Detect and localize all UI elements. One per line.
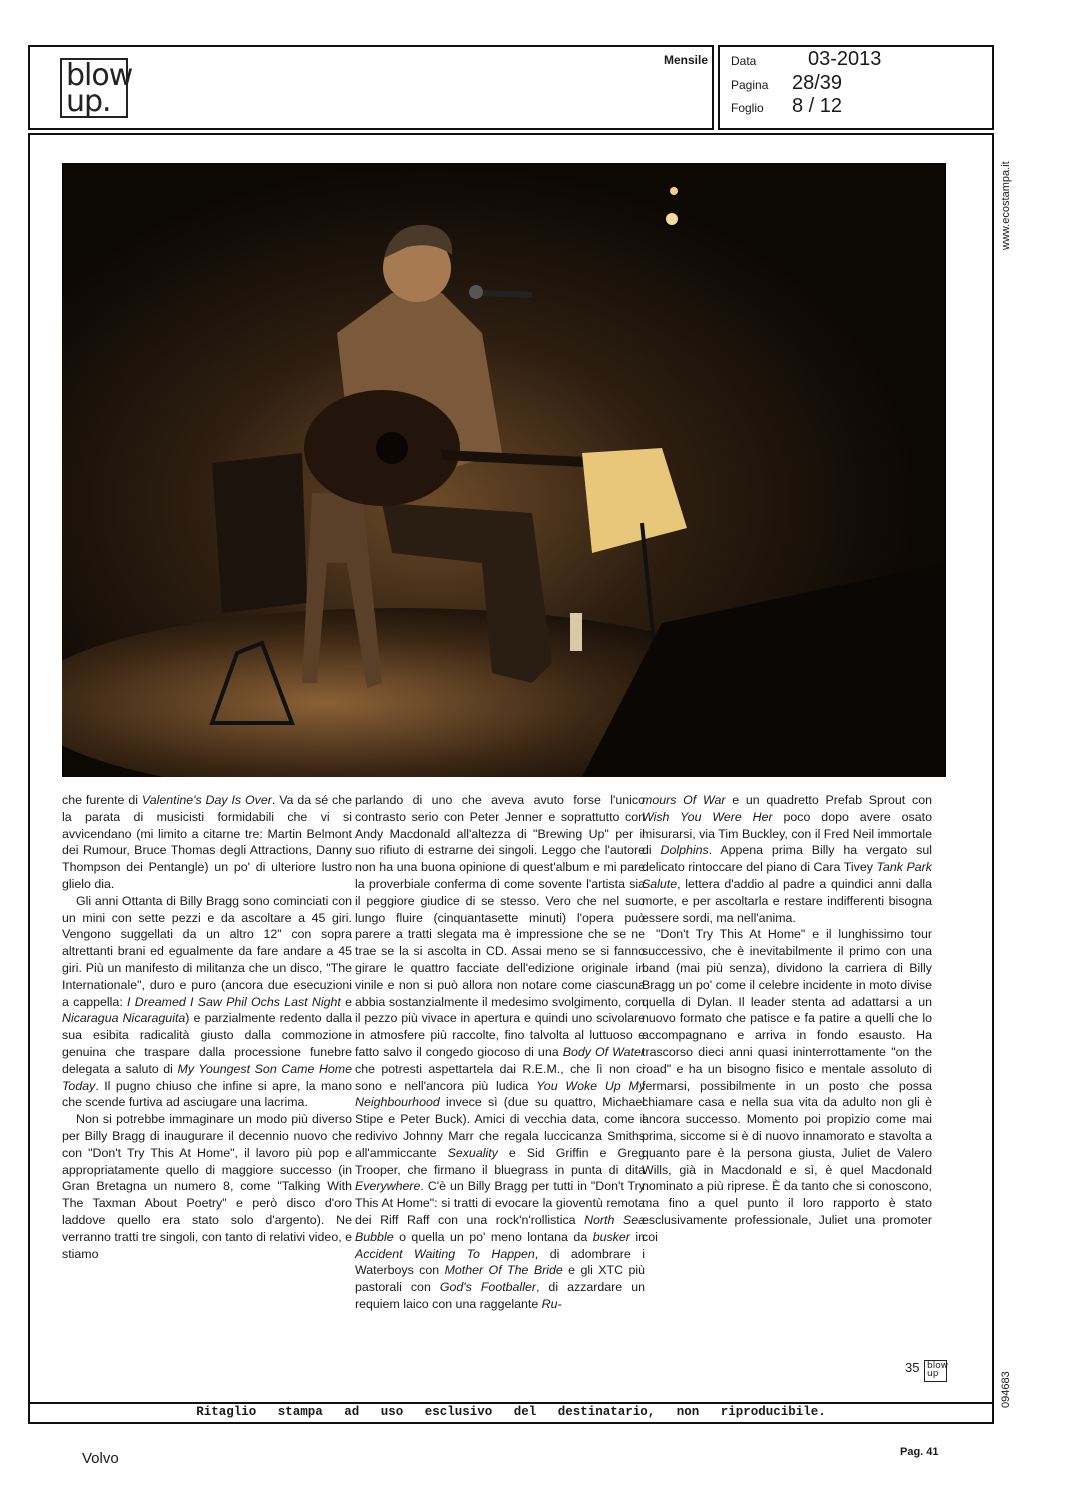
logo-text-line2: up. xyxy=(66,83,111,119)
italic-title: My Youngest Son Came Home Today xyxy=(62,1061,352,1093)
italic-title: Dolphins xyxy=(660,843,709,858)
water-bottle xyxy=(570,613,582,651)
italic-title: Everywhere xyxy=(355,1179,421,1194)
logo-text-line1: blow xyxy=(66,58,133,93)
pagina-value: 28/39 xyxy=(792,72,843,94)
background-lamp-icon xyxy=(670,187,678,195)
foglio-label: Foglio xyxy=(731,101,764,115)
italic-title: You Woke Up My Neighbourhood xyxy=(355,1078,646,1110)
italic-title: Nicaragua Nicaraguita xyxy=(62,1011,186,1026)
client-name: Volvo xyxy=(82,1450,119,1467)
article-paragraph: parlando di uno che aveva avuto forse l'unico contrasto serio con Peter Jenner e soprattutto con Andy Macdonald all'altezza di "Brewing Up" per il suo rifiuto di estrarne dei singoli. Leggo che l'autore non ha una buona opinione di quest'album e mi pare la proverbiale conferma di come sovente l'artista sia il peggiore giudice di se stesso. Vero che nel suo lungo fluire (cinquantasette minuti) l'opera può parere a tratti slegata ma è impressione che se ne trae se la si ascolta in CD. Assai meno se si fanno girare le quattro facciate dell'edizione originale in vinile e non si può allora non notare come ciascuna abbia sostanzialmente il medesimo svolgimento, con il pezzo più vivace in apertura e quindi uno scivolare in atmosfere più raccolte, fino talvolta al luttuoso e fatto salvo il congedo giocoso di una Body Of Water che potresti aspettartela dai R.E.M., che lì non ci sono e nell'ancora più ludica You Woke Up My Neighbourhood invece sì (due su quattro, Michael Stipe e Peter Buck). Amici di vecchia data, come il redivivo Johnny Marr che regala luccicanza Smiths all'ammiccante Sexuality e Sid Griffin e Greg Trooper, che firmano il bluegrass in punta di dita Everywhere. C'è un Billy Bragg per tutti in "Don't Try This At Home": si tratti di evocare la gioventù remota dei Riff Raff con una rock'n'rollistica North Sea Bubble o quella un po' meno lontana da busker in Accident Waiting To Happen, di adombrare i Waterboys con Mother Of The Bride e gli XTC più pastorali con God's Footballer, di azzardare un requiem laico con una raggelante Ru- xyxy=(355,793,646,1311)
page-number: 35 xyxy=(905,1360,920,1375)
italic-title: North Sea Bubble xyxy=(355,1212,645,1244)
italic-title: Sexuality xyxy=(447,1145,498,1160)
frequency-label: Mensile xyxy=(664,53,709,67)
small-logo-line2: up xyxy=(927,1368,939,1379)
clipping-page-label: Pag. 41 xyxy=(900,1446,939,1458)
foglio-value: 8 / 12 xyxy=(792,95,843,117)
ecostampa-url: www.ecostampa.it xyxy=(1000,161,1012,250)
italic-title: mours Of War xyxy=(642,793,726,807)
data-value: 03-2013 xyxy=(808,48,882,70)
article-paragraph: Gli anni Ottanta di Billy Bragg sono cominciati con un mini con sette pezzi e da ascoltare a 45 giri. Vengono suggellati da un altro 12" con sopra altrettanti brani ed egualmente da fare andare a 45 giri. Più un manifesto di militanza che un disco, "The Internationale", duro e puro (ancora due esecuzioni a cappella: I Dreamed I Saw Phil Ochs Last Night e Nicaragua Nicaraguita) e parzialmente redento dalla sua esibita radicalità giusto dalla commozione genuina che traspare dalla processione funebre delegata a saluto di My Youngest Son Came Home Today. Il pugno chiuso che infine si apre, la mano che scende furtiva ad asciugare una lacrima. xyxy=(62,893,352,1110)
data-label: Data xyxy=(731,54,757,68)
italic-title: Accident Waiting To Happen xyxy=(355,1246,535,1261)
italic-title: busker xyxy=(592,1229,630,1244)
italic-title: Tank Park Salute xyxy=(642,860,933,891)
italic-title: Ru- xyxy=(541,1296,562,1311)
italic-title: Mother Of The Bride xyxy=(444,1263,563,1278)
article-paragraph: "Don't Try This At Home" e il lunghissimo tour successivo, che è inevitabilmente il primo con una band (mai più senza), dividono la carriera di Billy Bragg un po' come il celebre incidente in moto divise quella di Dylan. Il leader stenta ad adattarsi a un nuovo formato che patisce e fa patire a quelli che lo accompagnano e arriva in fondo esausto. Ha trascorso dieci anni quasi ininterrottamente "on the road" e ha un bisogno fisico e mentale assoluto di fermarsi, possibilmente in un posto che possa chiamare casa e nella sua vita da adulto non gli è ancora successo. Momento poi propizio come mai prima, siccome si è di nuovo innamorato e stavolta a quanto pare è la persona giusta, Juliet de Valero Wills, già in Macdonald e sì, è quel Macdonald nominato a più riprese. È da tanto che si conoscono, ma fino a quel punto il loro rapporto è stato esclusivamente professionale, Juliet una promoter coi xyxy=(642,927,932,1244)
article-column-3 xyxy=(642,792,932,1246)
amp-shape xyxy=(212,453,307,613)
background-lamp-icon-2 xyxy=(666,213,678,225)
microphone-icon xyxy=(469,285,483,299)
blow-up-logo xyxy=(60,58,133,119)
article-column-1 xyxy=(62,792,352,1262)
article-paragraph: che furente di Valentine's Day Is Over. Va da sé che la parata di musicisti formidabili che vi si avvicendano (mi limito a citarne tre: Martin Belmont dei Rumour, Bruce Thomas degli Attractions, Danny Thompson dei Pentangle) un po' di ulteriore lustro glielo dia. xyxy=(62,793,352,891)
concert-photo xyxy=(62,163,946,777)
article-paragraph: Non si potrebbe immaginare un modo più diverso per Billy Bragg di inaugurare il decennio nuovo che con "Don't Try This At Home", il lavoro più pop e appropriatamente quello di maggiore successo (in Gran Bretagna un numero 8, come "Talking With The Taxman About Poetry" e però disco d'oro laddove quello era stato solo d'argento). Ne verranno tratti tre singoli, con tanto di relativi video, e stiamo xyxy=(62,1112,352,1261)
italic-title: Valentine's Day Is Over xyxy=(141,793,272,807)
italic-title: Body Of Water xyxy=(562,1044,645,1059)
small-logo-line1: blow xyxy=(927,1361,949,1371)
disclaimer-text: Ritaglio stampa ad uso esclusivo del destinatario, non riproducibile. xyxy=(196,1405,826,1419)
microphone-stand xyxy=(482,293,532,295)
italic-title: Wish You Were Her xyxy=(642,809,773,824)
article-paragraph: mours Of War e un quadretto Prefab Sprout con Wish You Were Her poco dopo avere osato misurarsi, via Tim Buckley, con il Fred Neil immortale di Dolphins. Appena prima Billy ha vergato sul delicato rintoccare del piano di Cara Tivey Tank Park Salute, lettera d'addio al padre a quindici anni dalla morte, e per ascoltarla e restare indifferenti bisogna essere sordi, ma nell'anima. xyxy=(642,793,933,925)
italic-title: I Dreamed I Saw Phil Ochs Last Night xyxy=(127,994,341,1009)
clipping-code: 094683 xyxy=(1000,1371,1012,1408)
italic-title: God's Footballer xyxy=(439,1280,536,1295)
guitar-soundhole xyxy=(376,432,408,464)
pagina-label: Pagina xyxy=(731,78,769,92)
article-column-2 xyxy=(355,792,645,1313)
blow-up-logo-small xyxy=(924,1360,947,1382)
